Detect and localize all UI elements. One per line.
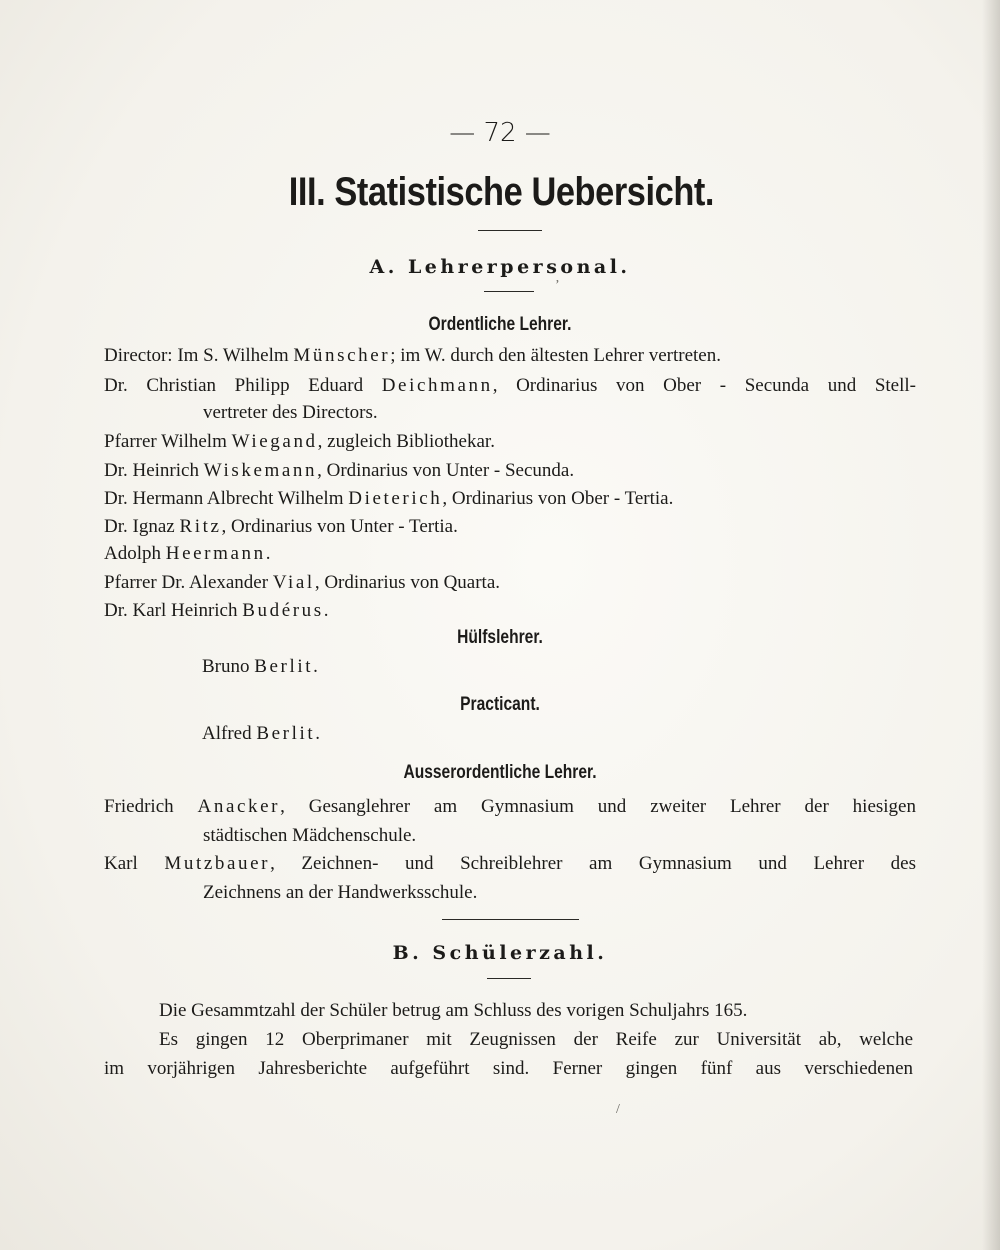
entry-text: ; im W. durch den ältesten Lehrer vertreten. bbox=[390, 345, 721, 366]
teacher-entry-dieterich bbox=[104, 488, 673, 510]
entry-text: . bbox=[315, 723, 320, 744]
paragraph-line-2: Es gingen 12 Oberprimaner mit Zeugnissen der Reife zur Universität ab, welche bbox=[159, 1029, 913, 1050]
page-number: — 72 — bbox=[449, 118, 551, 148]
teacher-entry-anacker-cont: städtischen Mädchenschule. bbox=[203, 825, 417, 846]
entry-text: Dr. Heinrich bbox=[104, 460, 204, 481]
entry-text: , Ordinarius von Unter - Tertia. bbox=[221, 516, 458, 537]
entry-text: , Ordinarius von Unter - Secunda. bbox=[317, 460, 575, 481]
entry-text: . bbox=[265, 543, 271, 564]
teacher-entry-deichmann bbox=[104, 375, 916, 397]
teacher-entry-mutzbauer-cont: Zeichnens an der Handwerksschule. bbox=[203, 882, 478, 903]
section-b-rule bbox=[487, 978, 531, 979]
teacher-name: Wiskemann bbox=[203, 460, 318, 481]
teacher-entry-vial bbox=[104, 572, 500, 594]
ausserordentliche-heading: Ausserordentliche Lehrer. bbox=[403, 762, 597, 783]
teacher-entry-ritz bbox=[104, 516, 458, 538]
entry-text: Alfred bbox=[202, 723, 257, 744]
stray-mark: ’ bbox=[555, 278, 560, 293]
entry-text: , Gesanglehrer am Gymnasium und zweiter Lehrer der hiesigen bbox=[280, 796, 916, 817]
teacher-name: Budérus bbox=[242, 600, 324, 621]
teacher-entry-anacker bbox=[104, 796, 916, 818]
teacher-entry-buderus bbox=[104, 600, 329, 622]
section-a-heading: A. Lehrerpersonal. bbox=[369, 256, 631, 278]
teacher-name: Deichmann bbox=[381, 375, 493, 396]
practicant-entry bbox=[202, 723, 320, 745]
teacher-entry-deichmann-cont: vertreter des Directors. bbox=[203, 402, 378, 423]
entry-text: , Ordinarius von Ober - Secunda und Stell- bbox=[492, 375, 916, 396]
paragraph-line-1: Die Gesammtzahl der Schüler betrug am Schluss des vorigen Schuljahrs 165. bbox=[159, 1000, 748, 1021]
entry-text: . bbox=[323, 600, 329, 621]
entry-text: Bruno bbox=[202, 656, 255, 677]
huelfslehrer-entry bbox=[202, 656, 318, 678]
title-rule bbox=[478, 230, 542, 231]
section-a-rule bbox=[484, 291, 534, 292]
entry-text: Adolph bbox=[104, 543, 166, 564]
entry-text: Dr. Ignaz bbox=[104, 516, 180, 537]
teacher-name: Anacker bbox=[197, 796, 281, 817]
entry-text: Director: Im S. Wilhelm bbox=[104, 345, 294, 366]
teacher-name: Münscher bbox=[293, 345, 391, 366]
teacher-entry-muenscher bbox=[104, 345, 721, 367]
entry-text: . bbox=[313, 656, 318, 677]
entry-text: Friedrich bbox=[104, 796, 198, 817]
page-title: III. Statistische Uebersicht. bbox=[288, 170, 715, 214]
entry-text: , zugleich Bibliothekar. bbox=[317, 431, 495, 452]
teacher-entry-heermann bbox=[104, 543, 270, 565]
teacher-entry-mutzbauer bbox=[104, 853, 916, 875]
entry-text: , Zeichnen- und Schreiblehrer am Gymnasium und Lehrer des bbox=[270, 853, 916, 874]
section-divider-rule bbox=[442, 919, 579, 920]
huelfslehrer-heading: Hülfslehrer. bbox=[457, 627, 543, 648]
teacher-entry-wiskemann bbox=[104, 460, 574, 482]
entry-text: Pfarrer Dr. Alexander bbox=[104, 572, 273, 593]
teacher-name: Dieterich bbox=[348, 488, 443, 509]
teacher-name: Wiegand bbox=[231, 431, 318, 452]
entry-text: , Ordinarius von Ober - Tertia. bbox=[442, 488, 674, 509]
stray-mark: / bbox=[616, 1102, 620, 1117]
ordentliche-heading: Ordentliche Lehrer. bbox=[428, 314, 572, 335]
teacher-name: Ritz bbox=[179, 516, 222, 537]
entry-text: Dr. Hermann Albrecht Wilhelm bbox=[104, 488, 349, 509]
teacher-name: Vial bbox=[272, 572, 315, 593]
teacher-name: Heermann bbox=[165, 543, 266, 564]
practicant-heading: Practicant. bbox=[460, 694, 540, 715]
entry-text: Dr. Christian Philipp Eduard bbox=[104, 375, 382, 396]
entry-text: Pfarrer Wilhelm bbox=[104, 431, 232, 452]
page-edge-shadow bbox=[982, 0, 1000, 1250]
entry-text: Karl bbox=[104, 853, 165, 874]
paragraph-line-3: im vorjährigen Jahresberichte aufgeführt sind. Ferner gingen fünf aus verschiedenen bbox=[104, 1058, 913, 1079]
teacher-name: Mutzbauer bbox=[164, 853, 271, 874]
entry-text: , Ordinarius von Quarta. bbox=[314, 572, 501, 593]
teacher-name: Berlit bbox=[256, 723, 316, 744]
teacher-entry-wiegand bbox=[104, 431, 495, 453]
teacher-name: Berlit bbox=[254, 656, 314, 677]
section-b-heading: B. Schülerzahl. bbox=[392, 942, 608, 964]
entry-text: Dr. Karl Heinrich bbox=[104, 600, 243, 621]
